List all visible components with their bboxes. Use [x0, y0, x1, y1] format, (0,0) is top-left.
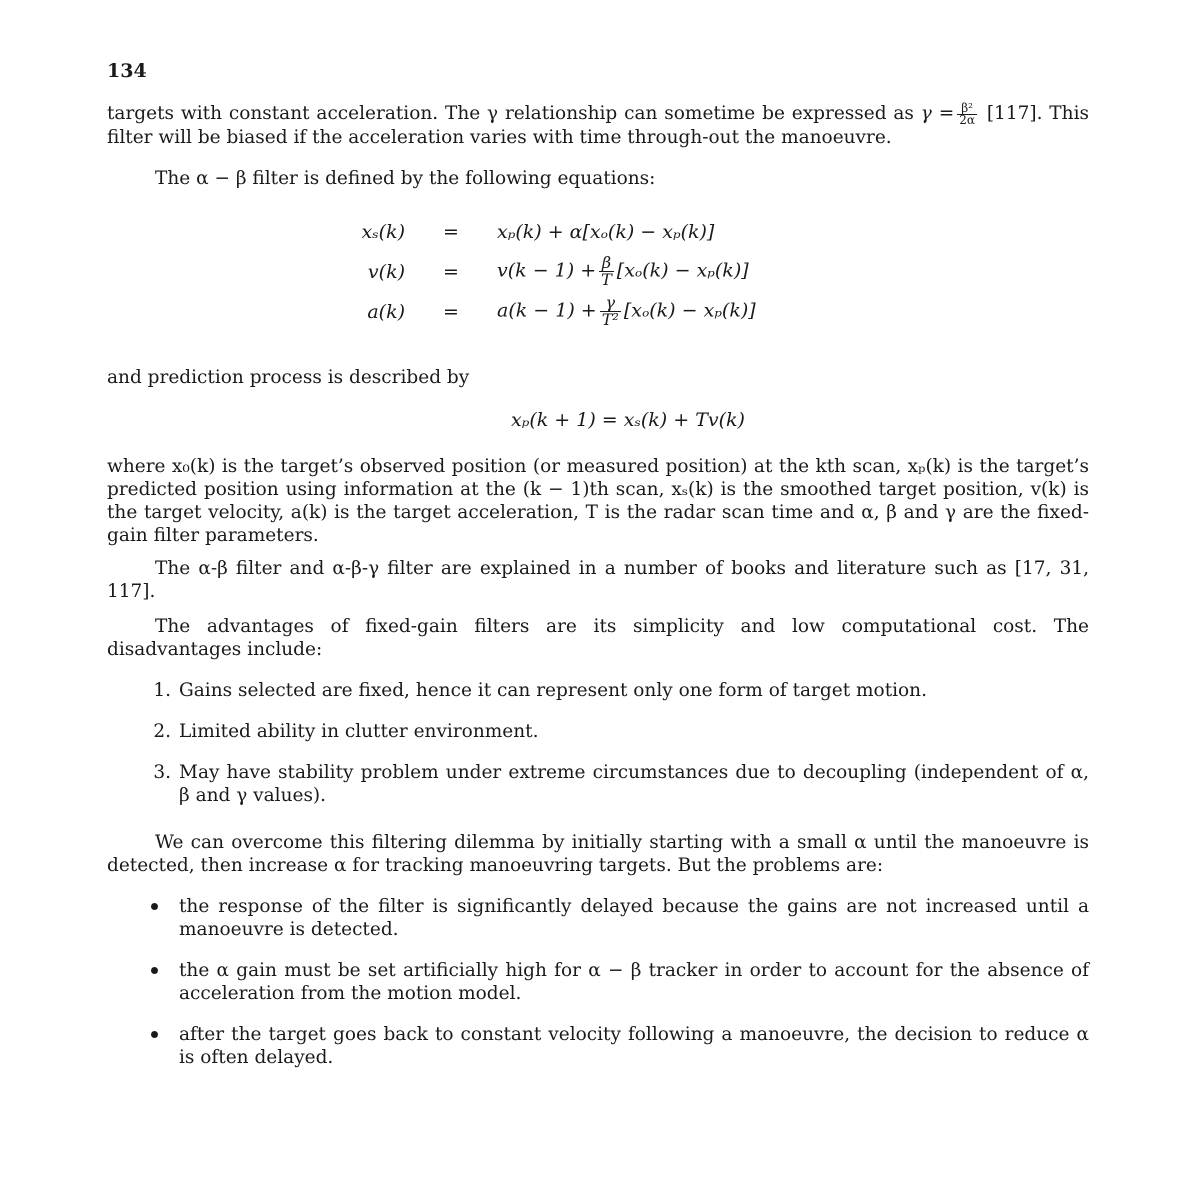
gamma-fraction [957, 100, 977, 127]
equation-rhs-post: [xₒ(k) − xₚ(k)] [616, 259, 749, 282]
prediction-intro: and prediction process is described by [107, 366, 470, 388]
equation-rhs [497, 255, 1089, 288]
gamma-fraction-denominator: 2α [959, 112, 975, 127]
equation-operator: = [443, 220, 459, 243]
equation-lhs: xₛ(k) [361, 220, 405, 243]
list-item [107, 895, 1089, 941]
equation-fraction [599, 255, 614, 288]
equation-operator: = [443, 300, 459, 323]
list-item-text: May have stability problem under extreme circumstances due to decoupling (independent of α, β and γ values). [179, 761, 1089, 806]
problems-list [107, 895, 1089, 1069]
where-paragraph: where x₀(k) is the target’s observed position (or measured position) at the kth scan, xₚ(k) is the target’s predicted position using information at the (k − 1)th scan, xₛ(k) is the smoothed target position, v(k) is the target velocity, a(k) is the target acceleration, T is the radar scan time and α, β and γ are the fixed-gain filter parameters. [107, 455, 1089, 546]
equation-fraction-denominator: T² [601, 310, 619, 329]
list-marker: 2. [153, 720, 171, 742]
equation-rhs-pre: v(k − 1) + [497, 259, 597, 282]
equation-rhs [497, 221, 1089, 243]
list-item [107, 679, 1089, 702]
equation-operator: = [443, 260, 459, 283]
page-number: 134 [107, 60, 147, 82]
list-item-text: the response of the filter is significantly delayed because the gains are not increased until a manoeuvre is detected. [179, 895, 1089, 940]
equation-lhs: a(k) [367, 300, 405, 323]
equation-fraction-numerator: γ [600, 295, 621, 312]
bullet-icon [151, 1031, 158, 1038]
gamma-prefix: γ = [920, 103, 955, 124]
list-item-text: Gains selected are fixed, hence it can represent only one form of target motion. [179, 679, 927, 701]
list-marker: 3. [153, 761, 171, 783]
alpha-beta-intro: The α − β filter is defined by the following equations: [155, 167, 656, 189]
list-item [107, 720, 1089, 743]
bullet-icon [151, 967, 158, 974]
equation-row-smoothed [107, 212, 1089, 252]
disadvantages-list [107, 679, 1089, 807]
overcome-paragraph: We can overcome this filtering dilemma by initially starting with a small α until the manoeuvre is detected, then increase α for tracking manoeuvring targets. But the problems are: [107, 831, 1089, 876]
document-page [107, 60, 1089, 1180]
equation-fraction-denominator: T [601, 270, 612, 289]
equation-rhs [497, 295, 1089, 328]
intro-line-2: [117]. This filter will be biased if the acceleration varies with time through-out the manoeuvre. [107, 103, 1089, 148]
prediction-equation: xₚ(k + 1) = xₛ(k) + Tv(k) [511, 408, 745, 431]
list-item-text: after the target goes back to constant velocity following a manoeuvre, the decision to reduce α is often delayed. [179, 1023, 1089, 1068]
list-item [107, 959, 1089, 1005]
equation-rhs-pre: a(k − 1) + [497, 299, 597, 322]
equation-row-acceleration [107, 292, 1089, 332]
list-item-text: the α gain must be set artificially high for α − β tracker in order to account for the absence of acceleration from the motion model. [179, 959, 1089, 1004]
intro-paragraph [107, 102, 1089, 149]
equation-rhs-main: xₚ(k) + α[xₒ(k) − xₚ(k)] [497, 220, 715, 243]
books-paragraph: The α-β filter and α-β-γ filter are explained in a number of books and literature such as [17, 31, 117]. [107, 557, 1089, 602]
equation-lhs: v(k) [367, 260, 405, 283]
bullet-icon [151, 903, 158, 910]
advantages-paragraph: The advantages of fixed-gain filters are its simplicity and low computational cost. The disadvantages include: [107, 615, 1089, 660]
list-marker: 1. [153, 679, 171, 701]
intro-line-1: targets with constant acceleration. The γ relationship can sometime be expressed as [107, 103, 914, 124]
list-item [107, 761, 1089, 807]
equation-array [107, 212, 1089, 332]
equation-rhs-post: [xₒ(k) − xₚ(k)] [623, 299, 756, 322]
equation-row-velocity [107, 252, 1089, 292]
equation-fraction [600, 295, 621, 328]
list-item [107, 1023, 1089, 1069]
equation-fraction-numerator: β [599, 255, 614, 272]
gamma-expression [920, 100, 987, 127]
list-item-text: Limited ability in clutter environment. [179, 720, 539, 742]
gamma-fraction-numerator: β² [957, 103, 977, 115]
